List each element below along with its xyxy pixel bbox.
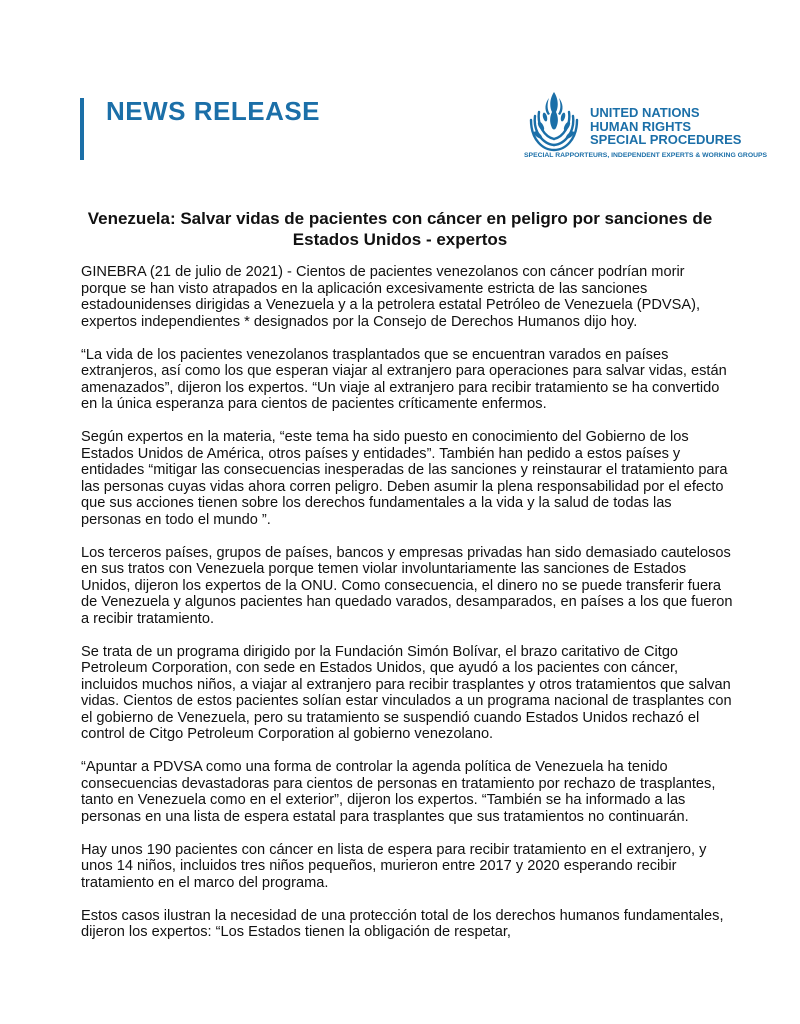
- paragraph: Los terceros países, grupos de países, bancos y empresas privadas han sido demasiado cautelosos en sus tratos con Venezuela porque temen violar involuntariamente las sanciones de Estados Unidos, dijeron los expertos de la ONU. Como consecuencia, el dinero no se puede transferir fuera de Venezuela y algunos pacientes han quedado varados, desamparados, en países a los que fueron a recibir tratamiento.: [81, 544, 733, 627]
- paragraph: GINEBRA (21 de julio de 2021) - Cientos de pacientes venezolanos con cáncer podrían morir porque se han visto atrapados en la aplicación excesivamente estricta de las sanciones estadounidenses dirigidas a Venezuela y a la petrolera estatal Petróleo de Venezuela (PDVSA), expertos independientes * designados por la Consejo de Derechos Humanos dijo hoy.: [81, 264, 701, 330]
- paragraph: Se trata de un programa dirigido por la Fundación Simón Bolívar, el brazo caritativo de Citgo Petroleum Corporation, con sede en Estados Unidos, que ayudó a los pacientes con cáncer, incluidos muchos niños, a viajar al extranjero para recibir trasplantes y otros tratamientos que salvan vidas. Cientos de estos pacientes solían estar vinculados a un programa nacional de trasplantes con el gobierno de Venezuela, pero su tratamiento se suspendió cuando Estados Unidos rechazó el control de Citgo Petroleum Corporation al gobierno venezolano.: [81, 643, 732, 742]
- article-body: [81, 264, 733, 957]
- org-line-1: UNITED NATIONS: [590, 105, 700, 120]
- un-emblem-icon: [521, 90, 587, 156]
- news-release-bar: [80, 98, 84, 160]
- un-organization-name: [590, 106, 741, 147]
- paragraph: “La vida de los pacientes venezolanos trasplantados que se encuentran varados en países extranjeros, así como los que esperan viajar al extranjero para operaciones para salvar vidas, están amenazados”, dijeron los expertos. “Un viaje al extranjero para recibir tratamiento se ha convertido en la única esperanza para cientos de pacientes críticamente enfermos.: [81, 346, 727, 412]
- org-line-2: HUMAN RIGHTS: [590, 118, 692, 134]
- org-tagline: SPECIAL RAPPORTEURS, INDEPENDENT EXPERTS & WORKING GROUPS: [524, 152, 768, 159]
- paragraph: Estos casos ilustran la necesidad de una protección total de los derechos humanos fundamentales, dijeron los expertos: “Los Estados tienen la obligación de respetar,: [81, 907, 724, 940]
- paragraph: Según expertos en la materia, “este tema ha sido puesto en conocimiento del Gobierno de los Estados Unidos de América, otros países y entidades”. También han pedido a estos países y entidades “mitigar las consecuencias inesperadas de las sanciones y reinstaurar el tratamiento para las personas cuyas vidas ahora corren peligro. Deben asumir la plena responsabilidad por el efecto que sus acciones tienen sobre los derechos fundamentales a la vida y la salud de todas las personas en todo el mundo ”.: [81, 429, 728, 528]
- paragraph: “Apuntar a PDVSA como una forma de controlar la agenda política de Venezuela ha tenido consecuencias devastadoras para cientos de personas en tratamiento por rechazo de trasplantes, tanto en Venezuela como en el exterior”, dijeron los expertos. “También se ha informado a las personas en una lista de espera estatal para trasplantes que sus tratamientos no continuarán.: [81, 759, 716, 825]
- news-release-label: [106, 97, 320, 125]
- news-release-text: NEWS RELEASE: [106, 96, 321, 126]
- org-line-3: SPECIAL PROCEDURES: [590, 132, 742, 147]
- headline: Venezuela: Salvar vidas de pacientes con cáncer en peligro por sanciones de Estados Unidos - expertos: [87, 209, 713, 249]
- letterhead: [0, 0, 800, 180]
- paragraph: Hay unos 190 pacientes con cáncer en lista de espera para recibir tratamiento en el extranjero, y unos 14 niños, incluidos tres niños pequeños, murieron entre 2017 y 2020 esperando recibir tratamiento en el marco del programa.: [81, 841, 707, 891]
